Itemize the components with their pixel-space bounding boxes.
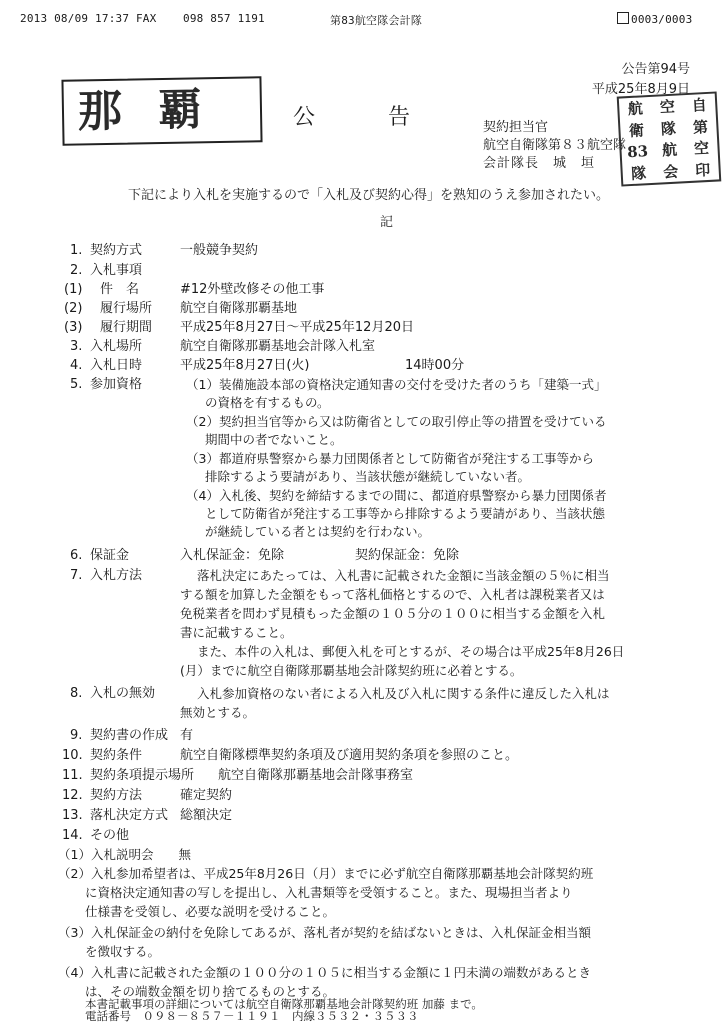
item-6-value: 入札保証金：免除 [180, 548, 285, 563]
item-8-label: 入札の無効 [90, 686, 156, 701]
item-3-value: 航空自衛隊那覇基地会計隊入札室 [180, 339, 376, 354]
fax-icon [617, 12, 629, 24]
item-3-num: 3. [70, 339, 83, 354]
item-11-value: 航空自衛隊那覇基地会計隊事務室 [218, 768, 414, 783]
item-7-line: (月）までに航空自衛隊那覇基地会計隊契約班に必着とする。 [180, 663, 523, 678]
ki-heading: 記 [380, 215, 394, 230]
item-7-line: 免税業者を問わず見積もった金額の１０５分の１００に相当する金額を入札 [180, 606, 606, 621]
item-2a-value: #12外壁改修その他工事 [180, 282, 325, 297]
other-3-line: （3）入札保証金の納付を免除してあるが、落札者が契約を結ばないときは、入札保証金相当額 [58, 925, 591, 940]
item-5-line: （2）契約担当官等から又は防衛省としての取引停止等の措置を受けている [186, 414, 607, 429]
item-5-line: （1）装備施設本部の資格決定通知書の交付を受けた者のうち「建築一式」 [186, 377, 607, 392]
item-2c-value: 平成25年8月27日～平成25年12月20日 [180, 320, 414, 335]
item-5-num: 5. [70, 377, 83, 392]
item-2c-label: 履行期間 [100, 320, 153, 335]
item-11-num: 11. [62, 768, 83, 783]
notice-number: 公告第94号 [621, 62, 690, 77]
fax-page-number: 0003/0003 [631, 13, 693, 26]
item-5-label: 参加資格 [90, 377, 143, 392]
item-5-line: 排除するよう要請があり、当該状態が継続していない者。 [205, 469, 531, 484]
item-9-label: 契約書の作成 [90, 728, 169, 743]
item-4-time: 14時00分 [405, 358, 465, 373]
item-2c-num: (3) [64, 320, 83, 335]
item-8-num: 8. [70, 686, 83, 701]
item-14-num: 14. [62, 828, 83, 843]
item-7-label: 入札方法 [90, 568, 143, 583]
item-2-label: 入札事項 [90, 263, 143, 278]
item-7-line: 落札決定にあたっては、入札書に記載された金額に当該金額の５％に相当 [197, 568, 610, 583]
item-6-value2: 契約保証金：免除 [355, 548, 460, 563]
other-4-line: （4）入札書に記載された金額の１００分の１０５に相当する金額に１円未満の端数があるとき [58, 965, 591, 980]
item-9-value: 有 [180, 728, 194, 743]
phone-number: 電話番号 ０９８－８５７－１１９１ 内線３５３２・３５３３ [85, 1009, 419, 1023]
item-2b-value: 航空自衛隊那覇基地 [180, 301, 298, 316]
item-13-num: 13. [62, 808, 83, 823]
item-4-label: 入札日時 [90, 358, 143, 373]
item-13-value: 総額決定 [180, 808, 233, 823]
other-4-line: は、その端数金額を切り捨てるものとする。 [85, 984, 336, 999]
item-8-line: 無効とする。 [180, 705, 256, 720]
naha-stamp-text: 那覇 [77, 83, 239, 138]
item-6-label: 保証金 [90, 548, 130, 563]
item-10-num: 10. [62, 748, 83, 763]
fax-datetime: 2013 08/09 17:37 FAX [20, 12, 157, 25]
item-1-label: 契約方式 [90, 243, 143, 258]
other-3-line: を徴収する。 [85, 944, 161, 959]
item-2a-label: 件 名 [100, 282, 140, 297]
notice-date: 平成25年8月9日 [591, 82, 690, 97]
item-12-num: 12. [62, 788, 83, 803]
item-2b-num: (2) [64, 301, 83, 316]
item-2-num: 2. [70, 263, 83, 278]
issuer-line1: 契約担当官 [483, 120, 549, 135]
title-ko: 公 [293, 105, 316, 130]
item-7-line: また、本件の入札は、郵便入札を可とするが、その場合は平成25年8月26日 [197, 644, 625, 659]
issuer-line3: 会計隊長 城 垣 [483, 156, 596, 171]
fax-sender: 第83航空隊会計隊 [330, 14, 423, 27]
item-5-line: （4）入札後、契約を締結するまでの間に、都道府県警察から暴力団関係者 [186, 488, 607, 503]
item-2a-num: (1) [64, 282, 83, 297]
fax-page [617, 12, 692, 26]
other-2-line: に資格決定通知書の写しを提出し、入札書類等を受領すること。また、現場担当者より [85, 885, 573, 900]
item-6-num: 6. [70, 548, 83, 563]
item-10-label: 契約条件 [90, 748, 143, 763]
item-2b-label: 履行場所 [100, 301, 153, 316]
item-12-label: 契約方法 [90, 788, 143, 803]
title-koku: 告 [388, 105, 411, 130]
item-5-line: が継続している者とは契約を行わない。 [205, 524, 431, 539]
naha-stamp [61, 76, 262, 145]
other-1: （1）入札説明会 無 [58, 847, 191, 862]
item-5-line: として防衛省が発注する工事等から排除するよう要請があり、当該状態 [205, 506, 606, 521]
item-4-value: 平成25年8月27日(火) [180, 358, 310, 373]
item-9-num: 9. [70, 728, 83, 743]
item-5-line: 期間中の者でないこと。 [205, 432, 343, 447]
fax-number: 098 857 1191 [183, 12, 265, 25]
item-7-line: 書に記載すること。 [180, 625, 293, 640]
item-5-line: の資格を有するもの。 [205, 395, 330, 410]
other-2-line: 仕様書を受領し、必要な説明を受けること。 [85, 904, 336, 919]
item-10-value: 航空自衛隊標準契約条項及び適用契約条項を参照のこと。 [180, 748, 519, 763]
official-seal: 航 空 自 衛 隊 第 83 航 空 隊 会 印 [617, 91, 722, 186]
intro-text: 下記により入札を実施するので「入札及び契約心得」を熟知のうえ参加されたい。 [128, 188, 610, 203]
item-8-line: 入札参加資格のない者による入札及び入札に関する条件に違反した入札は [197, 686, 610, 701]
item-14-label: その他 [90, 828, 130, 843]
item-1-value: 一般競争契約 [180, 243, 259, 258]
item-12-value: 確定契約 [180, 788, 233, 803]
item-7-line: する額を加算した金額をもって落札価格とするので、入札者は課税業者又は [180, 587, 605, 602]
item-11-label: 契約条項提示場所 [90, 768, 195, 783]
contact-text: 本書記載事項の詳細については航空自衛隊那覇基地会計隊契約班 加藤 まで。 [85, 997, 483, 1011]
item-1-num: 1. [70, 243, 83, 258]
item-13-label: 落札決定方式 [90, 808, 169, 823]
item-4-num: 4. [70, 358, 83, 373]
item-7-num: 7. [70, 568, 83, 583]
other-2-line: （2）入札参加希望者は、平成25年8月26日（月）までに必ず航空自衛隊那覇基地会計隊契約班 [58, 866, 594, 881]
item-3-label: 入札場所 [90, 339, 143, 354]
item-5-line: （3）都道府県警察から暴力団関係者として防衛省が発注する工事等から [186, 451, 594, 466]
issuer-line2: 航空自衛隊第８３航空隊 [483, 138, 627, 153]
